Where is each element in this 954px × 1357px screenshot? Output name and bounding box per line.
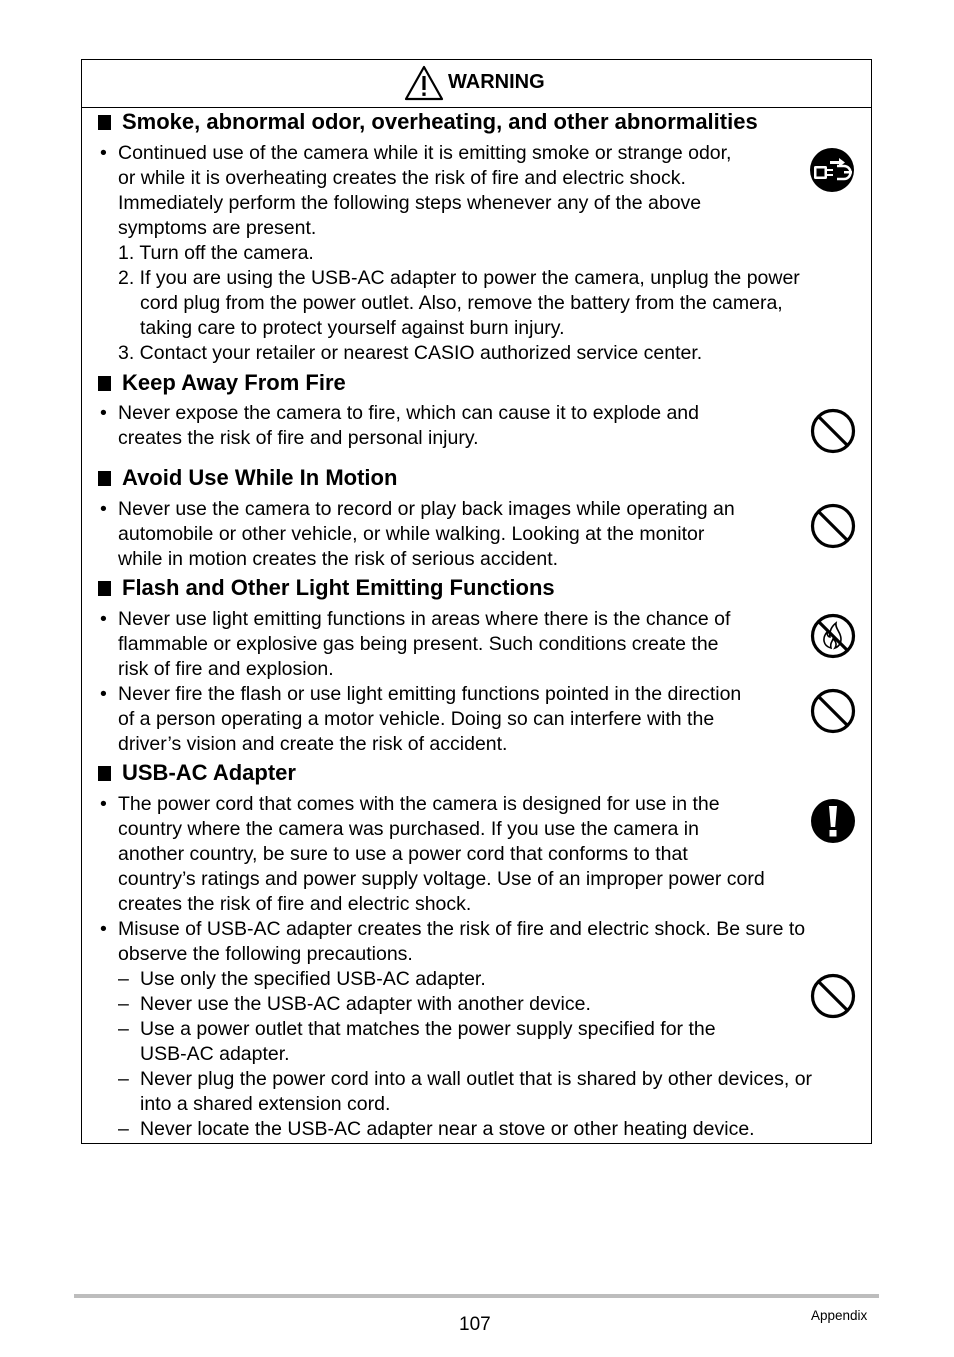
- square-bullet-icon: [98, 376, 111, 391]
- sub-item: – Never locate the USB-AC adapter near a stove or other heating device.: [118, 1118, 755, 1140]
- step-1: 1. Turn off the camera.: [118, 242, 314, 264]
- sub-item: – Never plug the power cord into a wall outlet that is shared by other devices, or: [118, 1068, 813, 1090]
- sub-item: – Use a power outlet that matches the power supply specified for the: [118, 1018, 716, 1040]
- text-line: Never fire the flash or use light emitting functions pointed in the direction: [118, 683, 742, 705]
- text-line: The power cord that comes with the camera is designed for use in the: [118, 793, 720, 815]
- footer-section-name: Appendix: [811, 1308, 868, 1323]
- section-heading-fire: Keep Away From Fire: [98, 370, 346, 396]
- unplug-icon: [808, 146, 856, 194]
- no-flame-icon: [809, 612, 857, 660]
- section-heading-smoke: Smoke, abnormal odor, overheating, and other abnormalities: [98, 109, 758, 135]
- text-line: creates the risk of fire and electric shock.: [118, 893, 472, 915]
- text-line: Never use light emitting functions in areas where there is the chance of: [118, 608, 731, 630]
- text-line: Misuse of USB-AC adapter creates the risk of fire and electric shock. Be sure to: [118, 918, 806, 940]
- text-line: while in motion creates the risk of serious accident.: [118, 548, 559, 570]
- text-line: another country, be sure to use a power cord that conforms to that: [118, 843, 688, 865]
- prohibition-icon: [809, 502, 857, 550]
- text-line: Never expose the camera to fire, which can cause it to explode and: [118, 402, 699, 424]
- step-2: 2. If you are using the USB-AC adapter to power the camera, unplug the power: [118, 267, 800, 289]
- square-bullet-icon: [98, 766, 111, 781]
- warning-triangle-icon: [404, 65, 444, 101]
- square-bullet-icon: [98, 115, 111, 130]
- section-heading-usb: USB-AC Adapter: [98, 760, 296, 786]
- text-line: flammable or explosive gas being present. Such conditions create the: [118, 633, 719, 655]
- warning-box: WARNING Smoke, abnormal odor, overheating, and other abnormalities • Continued use of the camera while it is emitting smoke or strange odor, or while it is overheating creates the risk of fire and electric shock. Immediately perform the following steps whenever any of the above symptoms are present. 1. Turn off the camera. 2. If you are using the USB-AC adapter to power the camera, unplug the power cord plug from the power outlet. Also, remove the battery from the camera, taking care to protect yourself against burn injury. 3. Contact your retailer or nearest CASIO authorized service center. Keep Away From Fire • Never expose the camera to fire, which can cause it to explode and creates the risk of fire and personal injury. Avoid Use While In Motion • Never use the camera to record or play back images while operating an automobile or other vehicle, or while walking. Looking at the monitor while in motion creates the risk of serious accident. Flash and Other Light Emitting Functions • Never use light emitting functions in areas where there is the chance of flammable or explosive gas being present. Such conditions create the risk of fire and explosion. • Never fire the flash or use light emitting functions pointed in the direction of a person operating a motor vehicle. Doing so can interfere with the driver’s vision and create the risk of accident. USB-AC Adapter • The power cord that comes with the camera is designed for use in the country where the camera was purchased. If you use the camera in another country, be sure to use a power cord that conforms to that country’s ratings and power supply voltage. Use of an improper power cord creates the risk of fire and electric shock. • Misuse of USB-AC adapter creates the risk of fire and electric shock. Be sure to observe the following precautions. – Use only the specified USB-AC adapter. – Never use the USB-AC adapter with another device. – Use a power outlet that matches the power supply specified for the USB-AC adapter. – Never plug the power cord into a wall outlet that is shared by other devices, or into a shared extension cord. – Never locate the USB-AC adapter near a stove or other heating device.: [81, 59, 872, 1144]
- text-line: driver’s vision and create the risk of accident.: [118, 733, 508, 755]
- section-heading-motion: Avoid Use While In Motion: [98, 465, 397, 491]
- step-3: 3. Contact your retailer or nearest CASIO authorized service center.: [118, 342, 703, 364]
- step-2-cont: cord plug from the power outlet. Also, remove the battery from the camera,: [140, 292, 783, 314]
- section-heading-flash: Flash and Other Light Emitting Functions: [98, 575, 555, 601]
- text-line: observe the following precautions.: [118, 943, 413, 965]
- sub-item: – Never use the USB-AC adapter with another device.: [118, 993, 591, 1015]
- sub-item-cont: into a shared extension cord.: [140, 1093, 391, 1115]
- text-line: of a person operating a motor vehicle. Doing so can interfere with the: [118, 708, 715, 730]
- sub-item-cont: USB-AC adapter.: [140, 1043, 290, 1065]
- text-line: Never use the camera to record or play back images while operating an: [118, 498, 735, 520]
- text-line: Immediately perform the following steps whenever any of the above: [118, 192, 702, 214]
- prohibition-icon: [809, 972, 857, 1020]
- step-2-cont: taking care to protect yourself against burn injury.: [140, 317, 565, 339]
- prohibition-icon: [809, 407, 857, 455]
- text-line: symptoms are present.: [118, 217, 317, 239]
- text-line: or while it is overheating creates the risk of fire and electric shock.: [118, 167, 686, 189]
- text-line: risk of fire and explosion.: [118, 658, 334, 680]
- text-line: Continued use of the camera while it is emitting smoke or strange odor,: [118, 142, 732, 164]
- footer-divider: [74, 1294, 879, 1298]
- text-line: country’s ratings and power supply voltage. Use of an improper power cord: [118, 868, 765, 890]
- page-number: 107: [459, 1314, 491, 1335]
- text-line: country where the camera was purchased. If you use the camera in: [118, 818, 699, 840]
- square-bullet-icon: [98, 581, 111, 596]
- warning-header: [82, 60, 871, 108]
- warning-label: WARNING: [448, 71, 545, 93]
- square-bullet-icon: [98, 471, 111, 486]
- text-line: creates the risk of fire and personal injury.: [118, 427, 479, 449]
- sub-item: – Use only the specified USB-AC adapter.: [118, 968, 486, 990]
- mandatory-exclamation-icon: [809, 797, 857, 845]
- text-line: automobile or other vehicle, or while walking. Looking at the monitor: [118, 523, 705, 545]
- prohibition-icon: [809, 687, 857, 735]
